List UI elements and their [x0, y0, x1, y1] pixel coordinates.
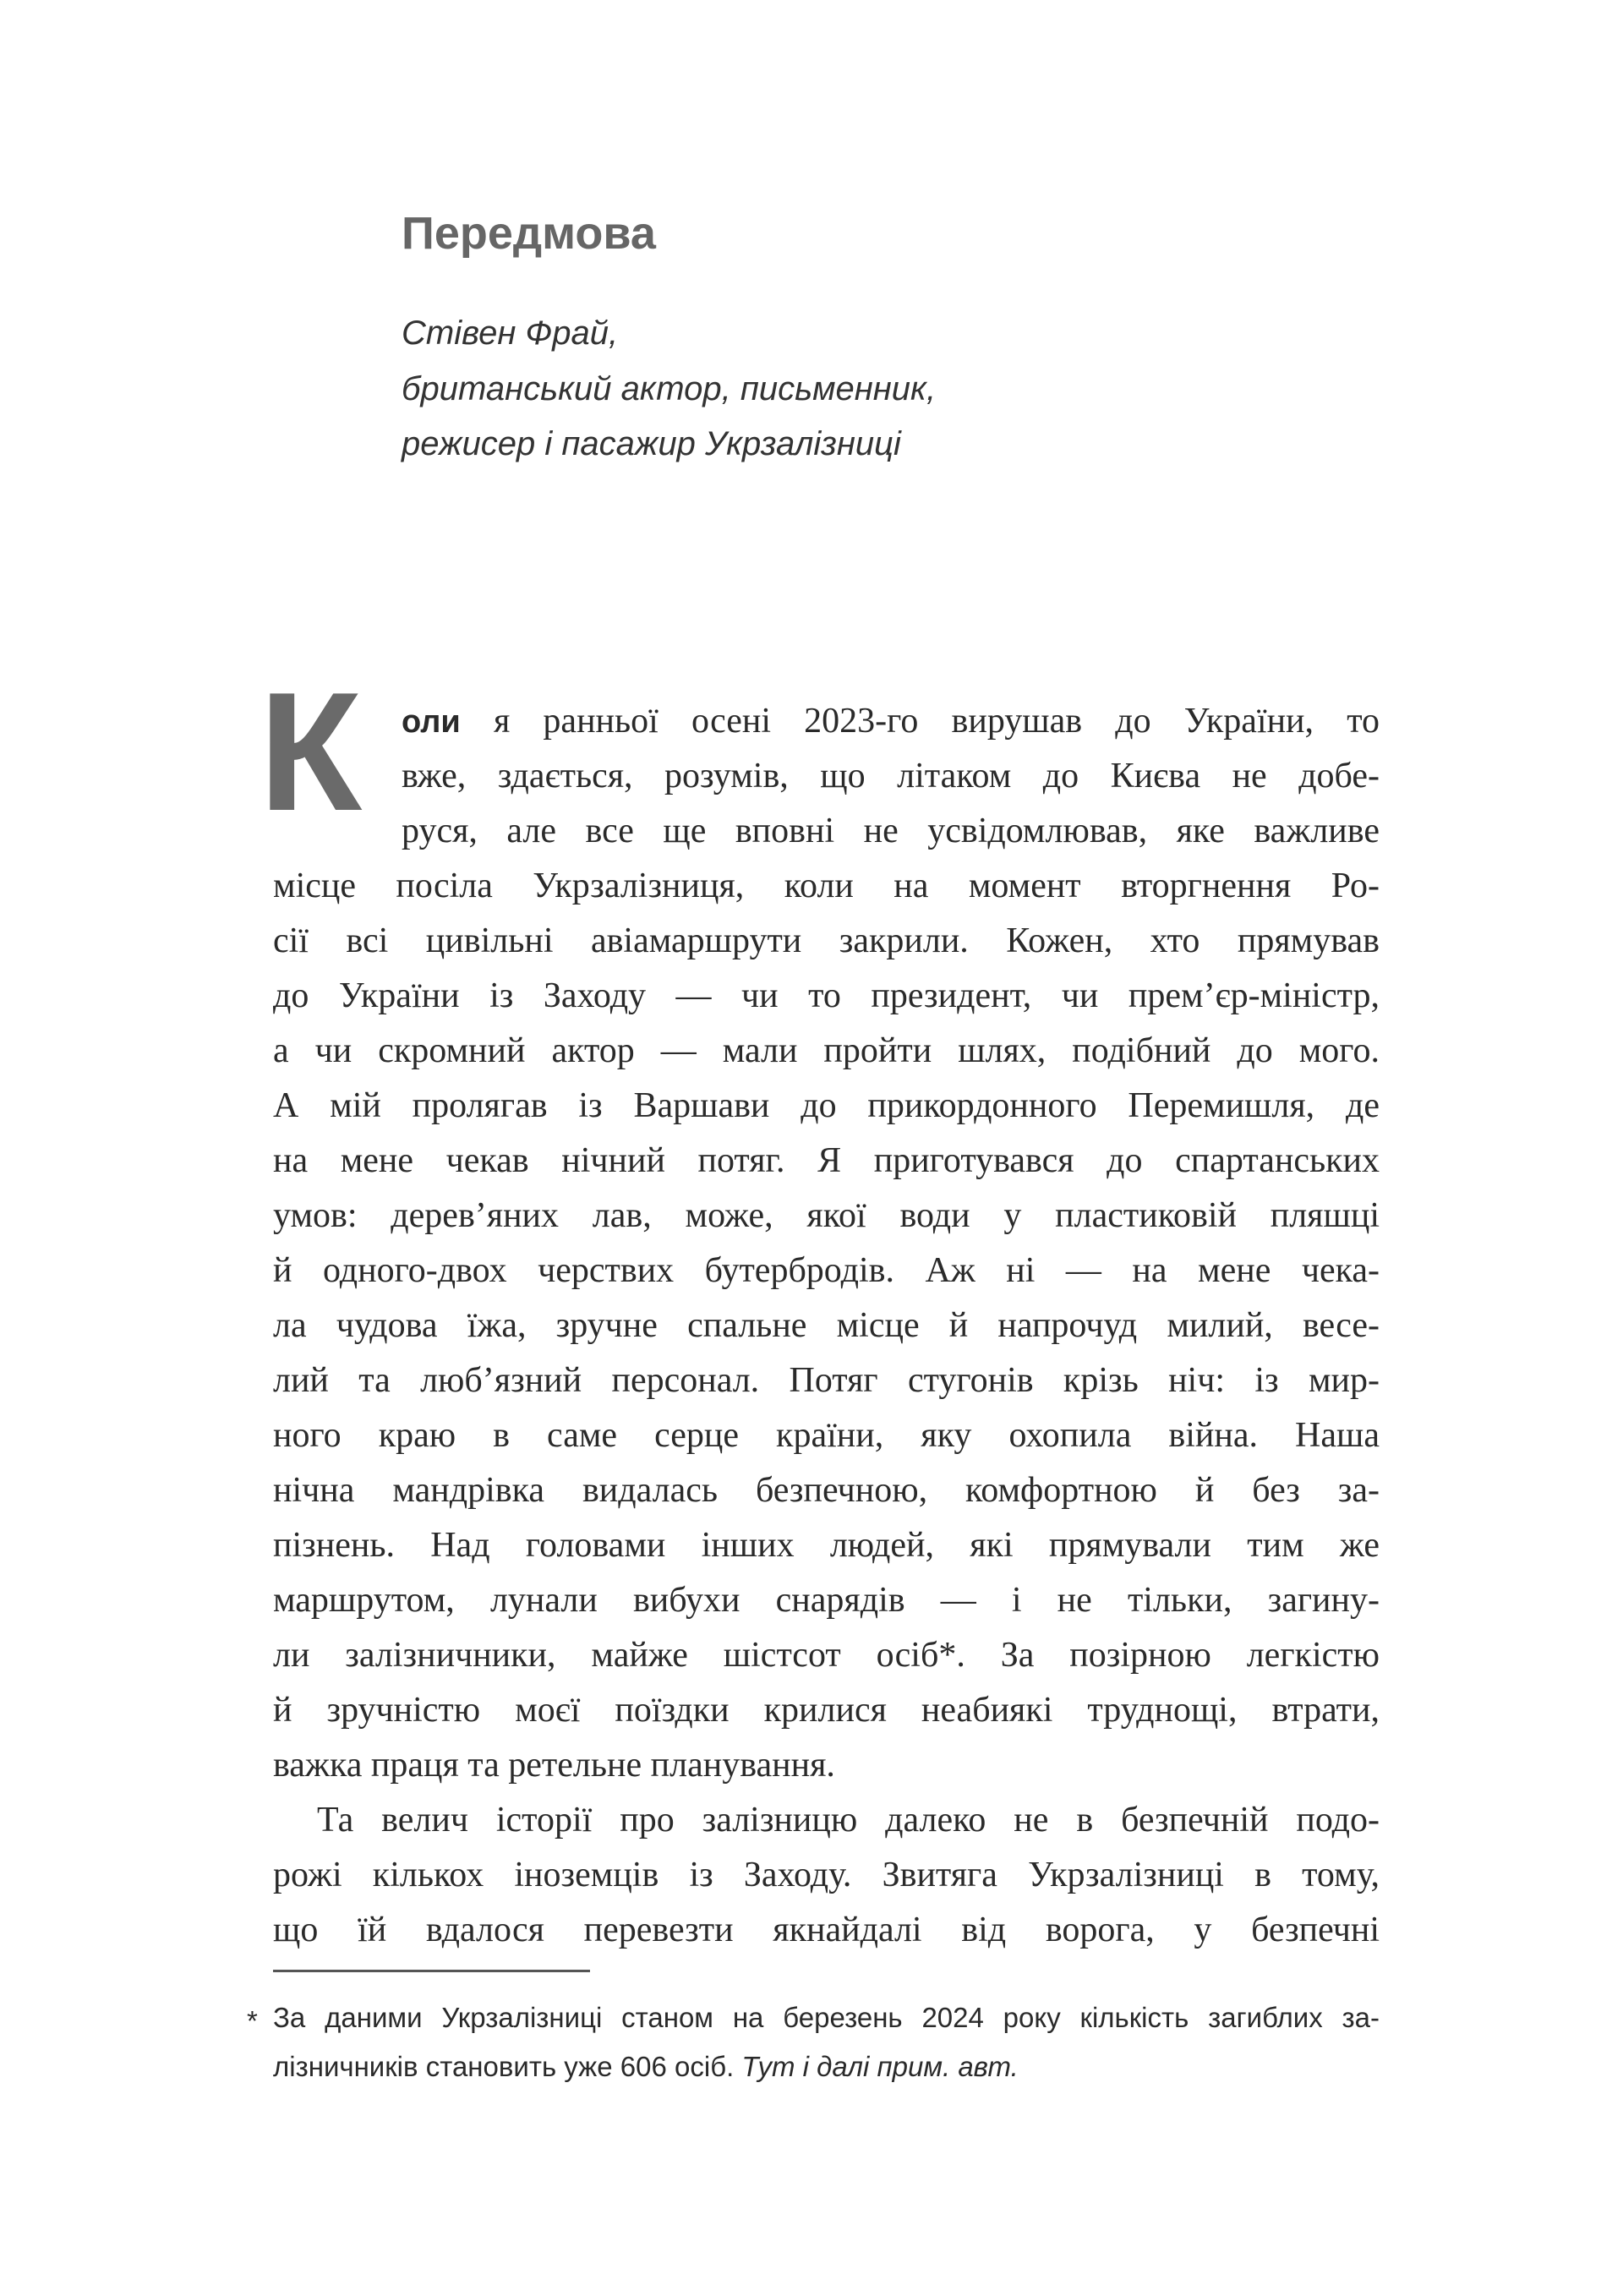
body-line: на мене чекав нічний потяг. Я приготувався до спартанських: [273, 1143, 1380, 1180]
body-line: вже, здається, розумів, що літаком до Києва не добе-: [402, 758, 1380, 795]
footnote-line: [273, 2053, 1380, 2080]
body-line: ли залізничники, майже шістсот осіб*. За позірною легкістю: [273, 1637, 1380, 1675]
body-line: й зручністю моєї поїздки крилися неабиякі труднощі, втрати,: [273, 1692, 1380, 1730]
body-line: Та велич історії про залізницю далеко не в безпечній подо-: [317, 1802, 1380, 1840]
body-line: ного краю в саме серце країни, яку охопила війна. Наша: [273, 1418, 1380, 1455]
body-line: що їй вдалося перевезти якнайдалі від ворога, у безпечні: [273, 1912, 1380, 1949]
footnote-mark: *: [247, 2005, 258, 2036]
chapter-title: Передмова: [402, 208, 656, 259]
epigraph-line: режисер і пасажир Укрзалізниці: [402, 425, 901, 462]
footnote-line: За даними Укрзалізниці станом на березень 2024 року кількість загиблих за-: [273, 2002, 1380, 2033]
body-line: нічна мандрівка видалась безпечною, комфортною й без за-: [273, 1473, 1380, 1510]
body-line-text: я ранньої осені 2023-го вирушав до України, то: [460, 703, 1380, 741]
body-line: сії всі цивільні авіамаршрути закрили. Кожен, хто прямував: [273, 923, 1380, 960]
epigraph-author: Стівен Фрай,: [402, 314, 619, 352]
body-line: місце посіла Укрзалізниця, коли на момент вторгнення Ро-: [273, 868, 1380, 905]
body-line: маршрутом, лунали вибухи снарядів — і не тільки, загину-: [273, 1583, 1380, 1620]
footnote-note: Тут і далі прим. авт.: [734, 2051, 1019, 2082]
lead-word: оли: [402, 704, 461, 740]
body-line: умов: дерев’яних лав, може, якої води у пластиковій пляшці: [273, 1198, 1380, 1235]
footnote-text: лізничників становить уже 606 осіб.: [273, 2051, 735, 2082]
body-line: й одного-двох черствих бутербродів. Аж ні — на мене чека-: [273, 1253, 1380, 1290]
body-line: до України із Заходу — чи то президент, чи прем’єр-міністр,: [273, 978, 1380, 1015]
body-line: важка праця та ретельне планування.: [273, 1747, 835, 1785]
body-line: пізнень. Над головами інших людей, які прямували тим же: [273, 1528, 1380, 1565]
body-line: а чи скромний актор — мали пройти шлях, подібний до мого.: [273, 1033, 1380, 1070]
body-line: ла чудова їжа, зручне спальне місце й напрочуд милий, весе-: [273, 1308, 1380, 1345]
body-line: А мій пролягав із Варшави до прикордонного Перемишля, де: [273, 1088, 1380, 1125]
body-line: [402, 703, 1380, 746]
body-line: руся, але все ще вповні не усвідомлював, яке важливе: [402, 813, 1380, 850]
drop-cap: К: [259, 658, 363, 846]
body-line: лий та люб’язний персонал. Потяг стугонів крізь ніч: із мир-: [273, 1363, 1380, 1400]
epigraph-line: британський актор, письменник,: [402, 370, 937, 407]
body-line: рожі кількох іноземців із Заходу. Звитяга Укрзалізниці в тому,: [273, 1857, 1380, 1894]
footnote-divider: [273, 1970, 590, 1972]
